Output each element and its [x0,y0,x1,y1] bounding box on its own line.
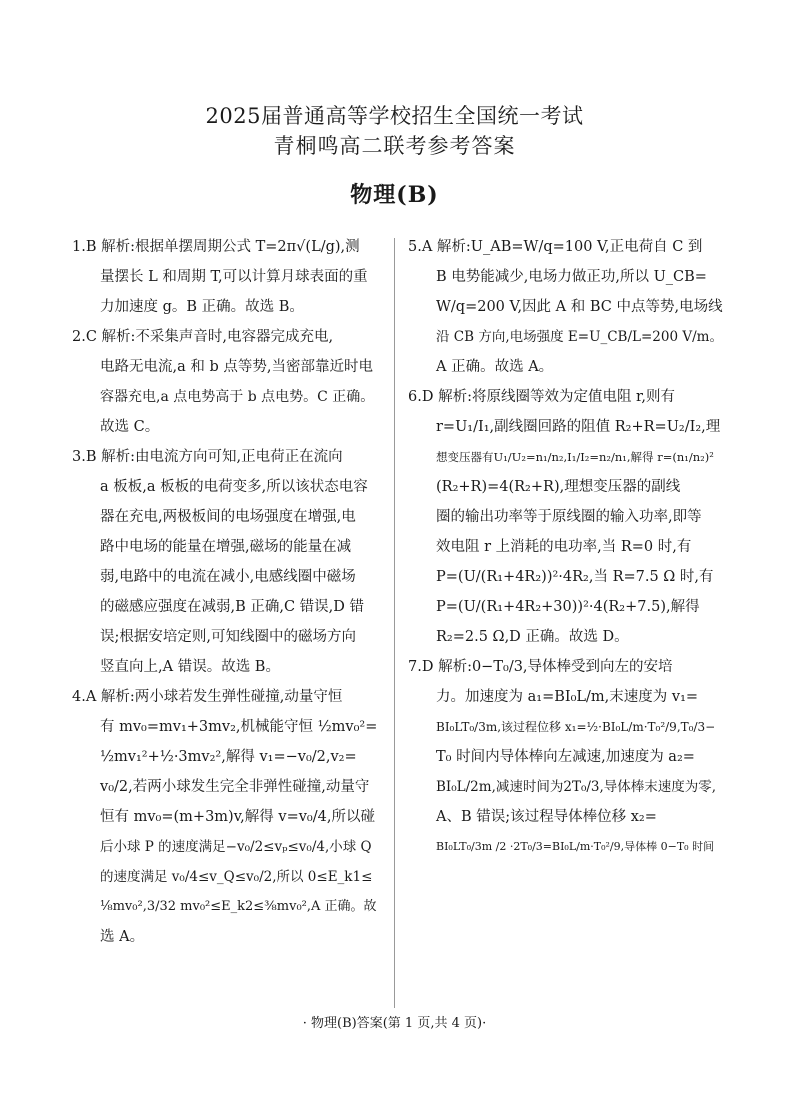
answer-item-4 [72,682,380,952]
answer-line: 路中电场的能量在增强,磁场的能量在减 [100,539,352,555]
answer-line: 弱,电路中的电流在减小,电感线圈中磁场 [100,569,356,585]
answer-line: 5.A 解析:U_AB=W/q=100 V,正电荷自 C 到 [408,239,703,255]
answer-line: 圈的输出功率等于原线圈的输入功率,即等 [436,509,702,525]
answer-item-5 [408,232,725,382]
answer-line: 2.C 解析:不采集声音时,电容器完成充电, [72,329,334,345]
answer-line: A 正确。故选 A。 [436,359,554,375]
answer-line: 容器充电,a 点电势高于 b 点电势。C 正确。 [100,389,375,405]
answer-line: P=(U/(R₁+4R₂+30))²·4(R₂+7.5),解得 [436,599,700,615]
answer-line: W/q=200 V,因此 A 和 BC 中点等势,电场线 [436,299,723,315]
answer-line: T₀ 时间内导体棒向左减速,加速度为 a₂= [436,749,695,765]
answer-line: ⅛mv₀²,3/32 mv₀²≤E_k2≤⅜mv₀²,A 正确。故 [100,899,377,914]
answer-line: 沿 CB 方向,电场强度 E=U_CB/L=200 V/m。 [436,329,723,345]
answer-line: 有 mv₀=mv₁+3mv₂,机械能守恒 ½mv₀²= [100,719,378,735]
answer-line: r=U₁/I₁,副线圈回路的阻值 R₂+R=U₂/I₂,理 [436,419,721,435]
right-column [408,232,725,862]
answer-item-6 [408,382,725,652]
answer-line: 4.A 解析:两小球若发生弹性碰撞,动量守恒 [72,689,343,705]
answer-line: 7.D 解析:0−T₀/3,导体棒受到向左的安培 [408,659,673,675]
exam-subtitle: 青桐鸣高二联考参考答案 [273,134,516,158]
answer-line: 的磁感应强度在减弱,B 正确,C 错误,D 错 [100,599,365,615]
answer-line: B 电势能减少,电场力做正功,所以 U_CB= [436,269,707,285]
answer-line: 1.B 解析:根据单摆周期公式 T=2π√(L/g),测 [72,239,360,255]
answer-line: BI₀LT₀/3m /2 ·2T₀/3=BI₀L/m·T₀²/9,导体棒 0−T₀ 时间 [436,840,715,853]
answer-line: 效电阻 r 上消耗的电功率,当 R=0 时,有 [436,539,692,555]
answer-line: (R₂+R)=4(R₂+R),理想变压器的副线 [436,479,681,495]
answer-item-2 [72,322,380,442]
answer-item-7 [408,652,725,862]
answer-line: 选 A。 [100,929,145,945]
answer-item-1 [72,232,380,322]
answer-line: 力加速度 g。B 正确。故选 B。 [100,299,304,315]
column-divider [394,238,395,1008]
page-footer: · 物理(B)答案(第 1 页,共 4 页)· [302,1016,487,1031]
answer-line: A、B 错误;该过程导体棒位移 x₂= [436,809,657,825]
answer-line: R₂=2.5 Ω,D 正确。故选 D。 [436,629,629,645]
answer-line: v₀/2,若两小球发生完全非弹性碰撞,动量守 [100,779,370,795]
answer-line: 3.B 解析:由电流方向可知,正电荷正在流向 [72,449,343,465]
answer-line: 的速度满足 v₀/4≤v_Q≤v₀/2,所以 0≤E_k1≤ [100,869,373,885]
answer-line: a 板板,a 板板的电荷变多,所以该状态电容 [100,479,368,495]
answer-line: BI₀L/2m,减速时间为2T₀/3,导体棒末速度为零, [436,779,717,795]
answer-line: 力。加速度为 a₁=BI₀L/m,末速度为 v₁= [436,689,699,705]
answer-line: 故选 C。 [100,419,160,435]
answer-line: 电路无电流,a 和 b 点等势,当密部靠近时电 [100,359,373,375]
answer-line: P=(U/(R₁+4R₂))²·4R₂,当 R=7.5 Ω 时,有 [436,569,714,585]
answer-line: 误;根据安培定则,可知线圈中的磁场方向 [100,629,356,645]
answer-line: 器在充电,两极板间的电场强度在增强,电 [100,509,356,525]
answer-item-3 [72,442,380,682]
answer-line: 量摆长 L 和周期 T,可以计算月球表面的重 [100,269,368,285]
exam-title: 2025届普通高等学校招生全国统一考试 [205,104,584,128]
subject-title: 物理(B) [350,182,439,208]
answer-line: BI₀LT₀/3m,该过程位移 x₁=½·BI₀L/m·T₀²/9,T₀/3− [436,720,716,734]
answer-line: 后小球 P 的速度满足−v₀/2≤vₚ≤v₀/4,小球 Q [100,839,372,855]
answer-line: 竖直向上,A 错误。故选 B。 [100,659,280,675]
answer-line: ½mv₁²+½·3mv₂²,解得 v₁=−v₀/2,v₂= [100,749,357,765]
answer-line: 恒有 mv₀=(m+3m)v,解得 v=v₀/4,所以碰 [100,809,375,825]
left-column [72,232,380,952]
answer-line: 想变压器有U₁/U₂=n₁/n₂,I₁/I₂=n₂/n₁,解得 r=(n₁/n₂)² [436,450,714,464]
answer-line: 6.D 解析:将原线圈等效为定值电阻 r,则有 [408,389,676,405]
